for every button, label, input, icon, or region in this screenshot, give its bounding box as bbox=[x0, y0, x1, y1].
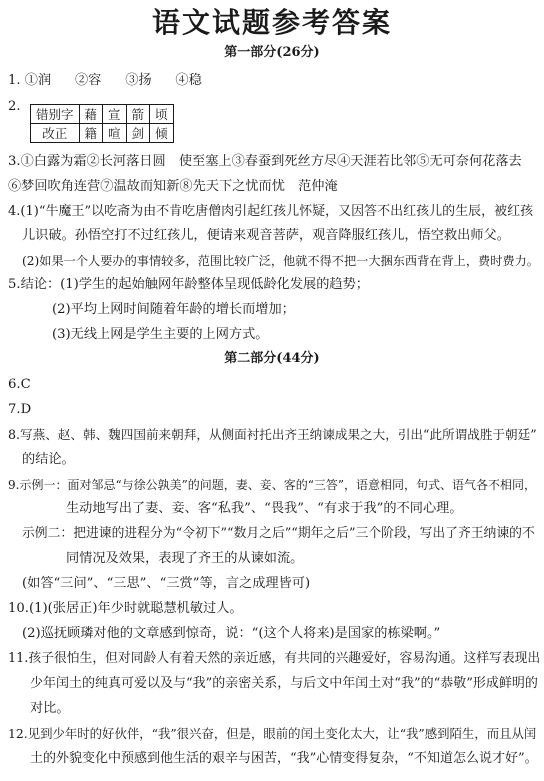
answer-line: 12.见到少年时的好伙伴，“我”很兴奋，但是，眼前的闰土变化太大，让“我”感到陌生，而且从闰 bbox=[8, 726, 537, 741]
answer-line: 同情况及效果，表现了齐王的从谏如流。 bbox=[66, 551, 304, 566]
answer-line: 对比。 bbox=[30, 701, 70, 716]
table-row bbox=[31, 105, 174, 124]
answer-line: (2)巡抚顾璘对他的文章感到惊奇，说：“(这个人将来)是国家的栋梁啊。” bbox=[22, 626, 441, 641]
answer-line: (2)如果一个人要办的事情较多，范围比较广泛，他就不得不把一大捆东西背在背上，费时费力。 bbox=[22, 254, 539, 268]
table-cell: 剑 bbox=[126, 124, 150, 143]
section-heading-part2: 第二部分(44分) bbox=[224, 351, 320, 366]
answer-option: ④稳 bbox=[175, 73, 202, 88]
answer-line: 土的外貌变化中预感到他生活的艰辛与困苦，“我”心情变得复杂，“不知道怎么说才好”。 bbox=[30, 751, 538, 766]
answer-line: 6.C bbox=[8, 377, 31, 392]
question-number: 1. bbox=[8, 73, 21, 88]
question-1 bbox=[8, 72, 202, 90]
page-title: 语文试题参考答案 bbox=[151, 6, 392, 39]
answer-line: ⑥梦回吹角连营⑦温故而知新⑧先天下之忧而忧 范仲淹 bbox=[8, 179, 338, 194]
answer-option: ②容 bbox=[75, 73, 102, 88]
answer-line: 儿识破。孙悟空打不过红孩儿，便请来观音菩萨，观音降服红孩儿，悟空救出师父。 bbox=[22, 228, 510, 243]
answer-line: (3)无线上网是学生主要的上网方式。 bbox=[52, 327, 269, 342]
table-cell: 籍 bbox=[79, 124, 103, 143]
answer-line: 生动地写出了妻、妾、客“私我”、“畏我”、“有求于我”的不同心理。 bbox=[66, 501, 463, 516]
row-header: 错别字 bbox=[31, 105, 80, 124]
table-cell: 倾 bbox=[150, 124, 174, 143]
answer-line: 少年闰土的纯真可爱以及与“我”的亲密关系，与后文中年闰土对“我”的“恭敬”形成鲜明的 bbox=[30, 676, 538, 691]
table-cell: 宣 bbox=[103, 105, 127, 124]
table-cell: 喧 bbox=[103, 124, 127, 143]
answer-line: 4.(1)“牛魔王”以吃斋为由不肯吃唐僧肉引起红孩儿怀疑，又因答不出红孩儿的生辰，被红孩 bbox=[8, 204, 534, 219]
answer-line: 7.D bbox=[8, 402, 32, 417]
answer-line: 11.孩子很怕生，但对同龄人有着天然的亲近感，有共同的兴趣爱好，容易沟通。这样写表现出 bbox=[8, 651, 541, 666]
answer-line: (如答“三问”、“三思”、“三赏”等，言之成理皆可) bbox=[22, 576, 311, 591]
question-2-number: 2. bbox=[8, 99, 21, 114]
table-cell: 顷 bbox=[150, 105, 174, 124]
table-cell: 藉 bbox=[79, 105, 103, 124]
table-cell: 箭 bbox=[126, 105, 150, 124]
answer-option: ①润 bbox=[24, 73, 52, 88]
answer-line: 5.结论：(1)学生的起始触网年龄整体呈现低龄化发展的趋势； bbox=[8, 277, 369, 292]
answer-line: (2)平均上网时间随着年龄的增长而增加； bbox=[52, 302, 295, 317]
row-header: 改正 bbox=[31, 124, 80, 143]
answer-line: 示例二：把进谏的进程分为“令初下”“数月之后”“期年之后”三个阶段，写出了齐王纳谏的不 bbox=[22, 526, 535, 541]
answer-line: 8.写燕、赵、韩、魏四国前来朝拜，从侧面衬托出齐王纳谏成果之大，引出“此所谓战胜于朝廷” bbox=[8, 427, 537, 442]
answer-line: 9.示例一：面对邹忌“与徐公孰美”的问题，妻、妾、客的“三答”，语意相同，句式、语气各不相同， bbox=[8, 478, 536, 492]
section-heading-part1: 第一部分(26分) bbox=[224, 45, 320, 60]
answer-option: ③扬 bbox=[125, 73, 152, 88]
correction-table bbox=[30, 104, 174, 143]
answer-line: 10.(1)(张居正)年少时就聪慧机敏过人。 bbox=[8, 601, 243, 616]
table-row bbox=[31, 124, 174, 143]
answer-line: 的结论。 bbox=[22, 452, 75, 467]
answer-line: 3.①白露为霜②长河落日圆 使至塞上③春蚕到死丝方尽④天涯若比邻⑤无可奈何花落去 bbox=[8, 154, 522, 169]
